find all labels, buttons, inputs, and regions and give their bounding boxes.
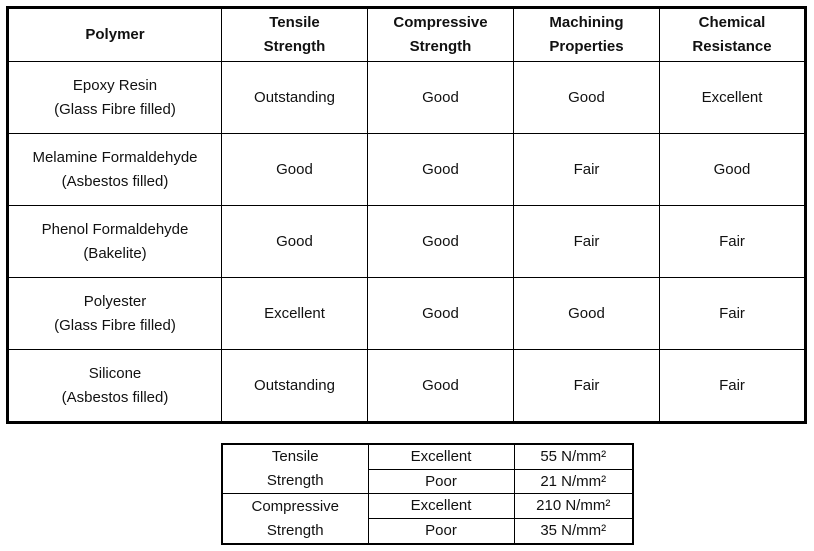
machining-cell: Fair <box>514 206 660 278</box>
compressive-cell: Good <box>368 350 514 423</box>
chemical-cell: Excellent <box>660 62 806 134</box>
key-rating-cell: Excellent <box>368 494 514 519</box>
tensile-cell: Outstanding <box>222 350 368 423</box>
polymer-name-cell: Silicone (Asbestos filled) <box>8 350 222 423</box>
key-property-cell: Strength <box>222 519 368 544</box>
chemical-cell: Fair <box>660 278 806 350</box>
key-property-cell: Tensile <box>222 444 368 469</box>
key-row <box>222 494 633 519</box>
tensile-cell: Good <box>222 206 368 278</box>
key-value-cell: 21 N/mm² <box>514 469 633 494</box>
chemical-cell: Good <box>660 134 806 206</box>
polymer-properties-table <box>6 6 807 424</box>
tensile-cell: Good <box>222 134 368 206</box>
compressive-cell: Good <box>368 206 514 278</box>
key-value-cell: 210 N/mm² <box>514 494 633 519</box>
key-row <box>222 444 633 469</box>
polymer-name-cell: Polyester (Glass Fibre filled) <box>8 278 222 350</box>
header-chemical-resistance: Chemical Resistance <box>660 8 806 62</box>
table-row <box>8 206 806 278</box>
table-row <box>8 350 806 423</box>
key-property-cell: Compressive <box>222 494 368 519</box>
table-row <box>8 62 806 134</box>
strength-key-table <box>221 443 634 545</box>
key-rating-cell: Poor <box>368 469 514 494</box>
key-row <box>222 519 633 544</box>
table-row <box>8 134 806 206</box>
header-polymer: Polymer <box>8 8 222 62</box>
key-value-cell: 35 N/mm² <box>514 519 633 544</box>
chemical-cell: Fair <box>660 350 806 423</box>
machining-cell: Good <box>514 278 660 350</box>
machining-cell: Fair <box>514 134 660 206</box>
header-row <box>8 8 806 62</box>
table-row <box>8 278 806 350</box>
header-machining-properties: Machining Properties <box>514 8 660 62</box>
header-tensile-strength: Tensile Strength <box>222 8 368 62</box>
compressive-cell: Good <box>368 278 514 350</box>
polymer-name-cell: Phenol Formaldehyde (Bakelite) <box>8 206 222 278</box>
key-rating-cell: Poor <box>368 519 514 544</box>
polymer-name-cell: Epoxy Resin (Glass Fibre filled) <box>8 62 222 134</box>
key-row <box>222 469 633 494</box>
key-value-cell: 55 N/mm² <box>514 444 633 469</box>
tensile-cell: Excellent <box>222 278 368 350</box>
tensile-cell: Outstanding <box>222 62 368 134</box>
compressive-cell: Good <box>368 134 514 206</box>
machining-cell: Fair <box>514 350 660 423</box>
machining-cell: Good <box>514 62 660 134</box>
key-property-cell: Strength <box>222 469 368 494</box>
chemical-cell: Fair <box>660 206 806 278</box>
header-compressive-strength: Compressive Strength <box>368 8 514 62</box>
key-rating-cell: Excellent <box>368 444 514 469</box>
polymer-name-cell: Melamine Formaldehyde (Asbestos filled) <box>8 134 222 206</box>
compressive-cell: Good <box>368 62 514 134</box>
